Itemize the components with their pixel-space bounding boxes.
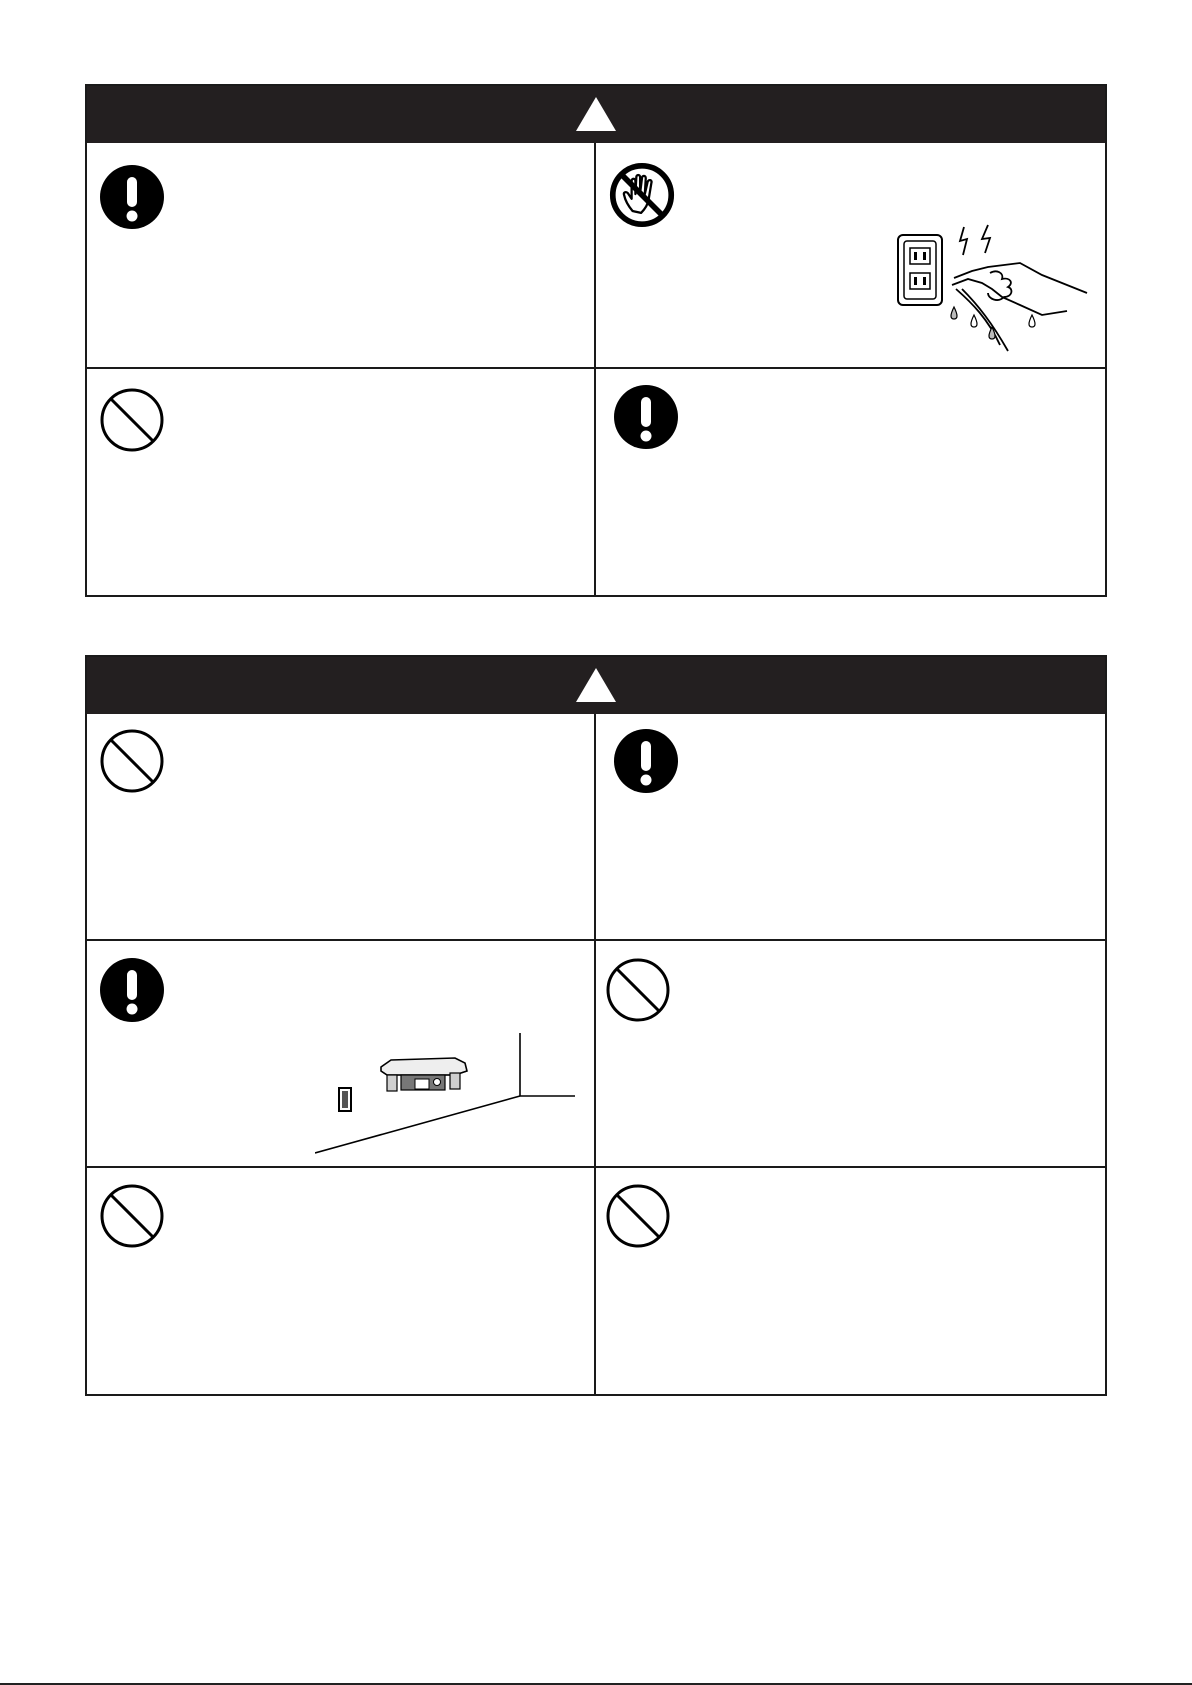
safety-item-3 bbox=[87, 369, 596, 595]
mandatory-exclamation-icon bbox=[99, 957, 165, 1023]
warning-triangle-icon bbox=[576, 97, 616, 131]
safety-item-8 bbox=[596, 941, 1105, 1168]
prohibition-icon bbox=[605, 957, 671, 1023]
device-near-outlet-illustration bbox=[315, 1033, 577, 1157]
mandatory-exclamation-icon bbox=[99, 164, 165, 230]
prohibition-icon bbox=[99, 387, 165, 453]
safety-item-9 bbox=[87, 1168, 596, 1394]
safety-item-2 bbox=[596, 143, 1105, 369]
panel-header bbox=[87, 86, 1105, 143]
prohibition-icon bbox=[99, 728, 165, 794]
warning-triangle-icon bbox=[576, 668, 616, 702]
safety-item-6 bbox=[596, 714, 1105, 941]
safety-item-5 bbox=[87, 714, 596, 941]
mandatory-exclamation-icon bbox=[613, 384, 679, 450]
prohibition-icon bbox=[605, 1183, 671, 1249]
panel-header bbox=[87, 657, 1105, 714]
mandatory-exclamation-icon bbox=[613, 728, 679, 794]
safety-item-7 bbox=[87, 941, 596, 1168]
safety-item-1 bbox=[87, 143, 596, 369]
prohibition-icon bbox=[99, 1183, 165, 1249]
safety-item-4 bbox=[596, 369, 1105, 595]
warning-panel-2 bbox=[85, 655, 1107, 1396]
warning-panel-1 bbox=[85, 84, 1107, 597]
safety-item-10 bbox=[596, 1168, 1105, 1394]
wet-hand-outlet-illustration bbox=[892, 223, 1097, 358]
do-not-touch-wet-hands-icon bbox=[609, 162, 675, 228]
